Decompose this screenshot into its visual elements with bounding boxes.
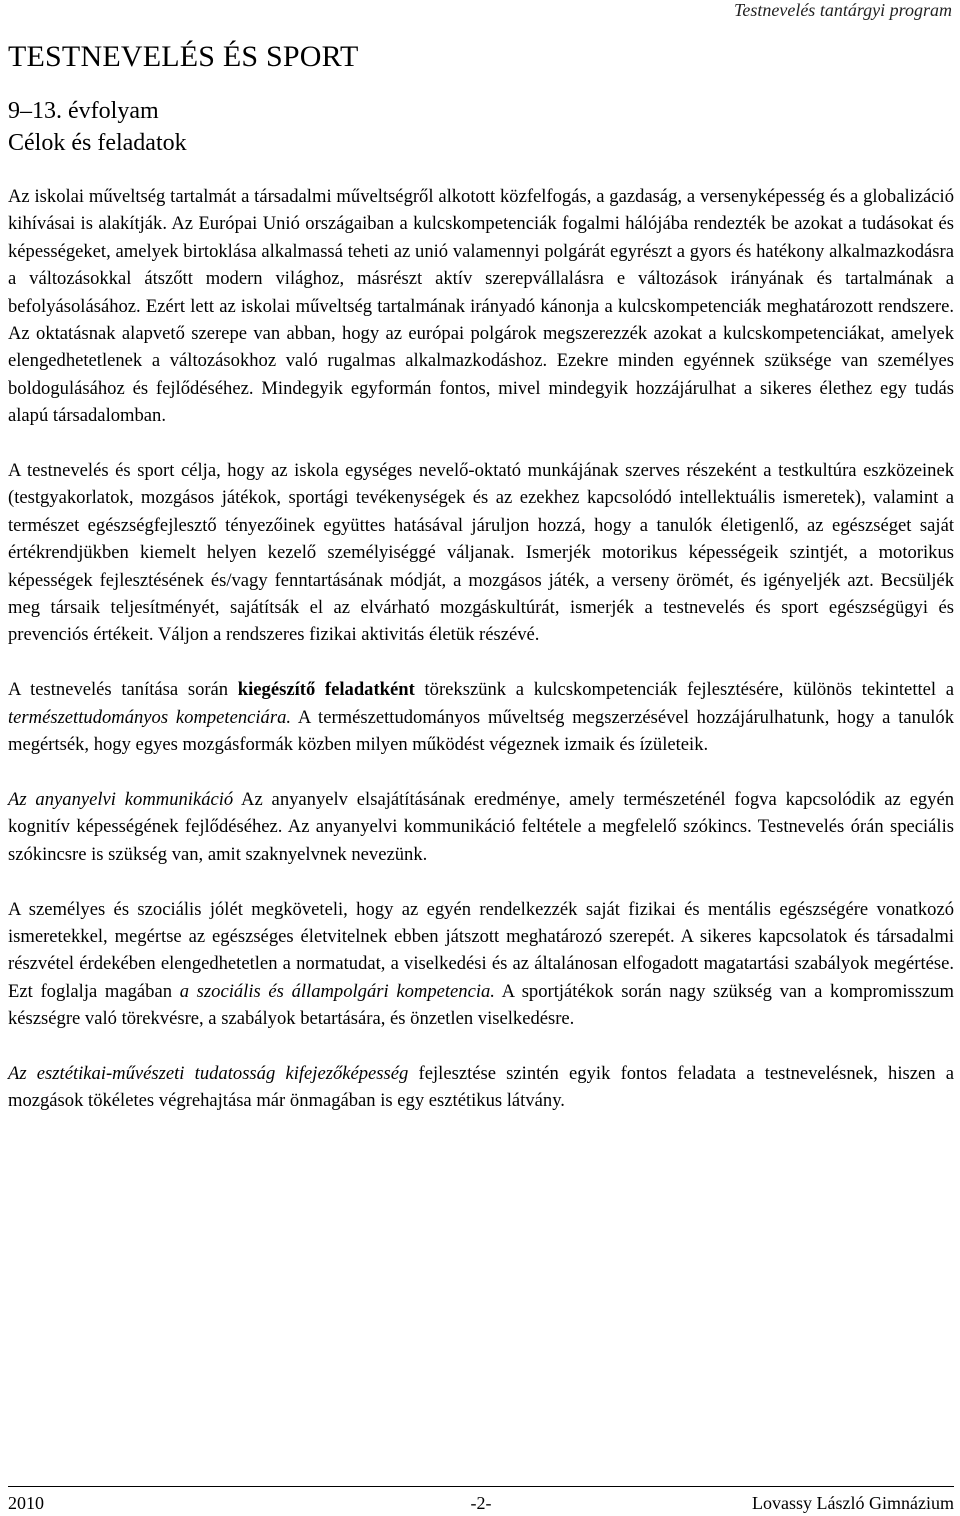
page-footer — [8, 1493, 954, 1514]
emphasis-social-competence: a szociális és állampolgári kompetencia. — [179, 980, 495, 1002]
emphasis-native-language: Az anyanyelvi kommunikáció — [8, 788, 234, 810]
paragraph-5-text-c: A sportjátékok során nagy szükség van a kompromisszum készségre való törekvésre, a szabályok betartására, és önzetlen viselkedésre. — [8, 980, 954, 1030]
section-heading: Célok és feladatok — [8, 130, 187, 156]
paragraph-5 — [8, 896, 954, 1033]
emphasis-science-competence: természettudományos kompetenciára. — [8, 706, 292, 728]
page-title: TESTNEVELÉS ÉS SPORT — [8, 40, 359, 73]
paragraph-3-text-c: törekszünk a kulcskompetenciák fejlesztésére, különös tekintettel a — [414, 679, 955, 701]
paragraph-3 — [8, 676, 954, 758]
footer-page-number: -2- — [470, 1493, 492, 1513]
grade-heading: 9–13. évfolyam — [8, 98, 159, 124]
paragraph-3-text-a: A testnevelés tanítása során — [8, 679, 238, 701]
footer-year: 2010 — [8, 1493, 44, 1513]
running-header: Testnevelés tantárgyi program — [734, 0, 952, 20]
paragraph-3-text-e: A természettudományos műveltség megszerzésével hozzájárulhatunk, hogy a tanulók megértsék, hogy egyes mozgásformák közben milyen működést végeznek izmaik és ízületeik. — [8, 706, 954, 756]
paragraph-5-text-a: A személyes és szociális jólét megköveteli, hogy az egyén rendelkezzék saját fizikai és mentális egészségére vonatkozó ismeretekkel, megértse az egészséges életvitelnek ebben játszott meghatározó szerepét. A sikeres kapcsolatok és társadalmi részvétel érdekében elengedhetetlen a normatudat, a viselkedési és az általánosan elfogadott magatartási szabályok megértése. Ezt foglalja magában — [8, 898, 954, 1002]
paragraph-1: Az iskolai műveltség tartalmát a társadalmi műveltségről alkotott közfelfogás, a gazdaság, a versenyképesség és a globalizáció kihívásai is alakítják. Az Európai Unió országaiban a kulcskompetenciák fogalmi hálójába rendezték be azokat a tudásokat és képességeket, amelyek birtoklása alkalmassá teheti az unió valamennyi polgárát egyrészt a gyors és hatékony alkalmazkodásra a változásokkal átszőtt modern világhoz, másrészt aktív szerepvállalásra e változások irányának és tartalmának a befolyásolásához. Ezért lett az iskolai műveltség tartalmának irányadó kánonja a kulcskompetenciák meghatározott rendszere. Az oktatásnak alapvető szerepe van abban, hogy az európai polgárok megszerezzék azokat a kulcskompetenciákat, amelyek elengedhetetlenek a változásokhoz való rugalmas alkalmazkodáshoz. Ezekre minden egyénnek szüksége van személyes boldogulásához és fejlődéséhez. Mindegyik egyformán fontos, mivel mindegyik hozzájárulhat a sikeres élethez egy tudás alapú társadalomban. — [8, 186, 954, 427]
footer-divider — [8, 1486, 954, 1487]
paragraph-4 — [8, 786, 954, 868]
paragraph-6 — [8, 1060, 954, 1115]
paragraph-2: A testnevelés és sport célja, hogy az iskola egységes nevelő-oktató munkájának szerves részeként a testkultúra eszközeinek (testgyakorlatok, mozgásos játékok, sportági tevékenységek és az ezekhez kapcsolódó intellektuális ismeretek), valamint a természet egészségfejlesztő tényezőinek együttes hatásával járuljon hozzá, hogy a tanulók életigenlő, az egészséget saját értékrendjükben kiemelt helyen kezelő személyiséggé váljanak. Ismerjék motorikus képességeik szintjét, a motorikus képességek fejlesztésének és/vagy fenntartásának módját, a mozgásos játék, a verseny örömét, és igényeljék azt. Becsüljék meg társaik teljesítményét, sajátítsák el az elvárható mozgáskultúrát, ismerjék a testnevelés és sport egészségügyi és prevenciós értékeit. Váljon a rendszeres fizikai aktivitás életük részévé. — [8, 460, 954, 646]
footer-school-name: Lovassy László Gimnázium — [752, 1493, 954, 1513]
paragraph-4-text-b: Az anyanyelv elsajátításának eredménye, amely természeténél fogva kapcsolódik az egyén kognitív képességének fejlődéséhez. Az anyanyelvi kommunikáció feltétele a megfelelő szókincs. Testnevelés órán speciális szókincsre is szükség van, amit szaknyelvnek nevezünk. — [8, 788, 954, 865]
paragraph-6-text-b: fejlesztése szintén egyik fontos feladata a testnevelésnek, hiszen a mozgások tökéletes végrehajtása már önmagában is egy esztétikus látvány. — [8, 1062, 954, 1112]
document-body — [8, 183, 954, 1142]
emphasis-aesthetic-awareness: Az esztétikai-művészeti tudatosság kifejezőképesség — [8, 1062, 409, 1084]
emphasis-supplementary-task: kiegészítő feladatként — [237, 679, 415, 701]
